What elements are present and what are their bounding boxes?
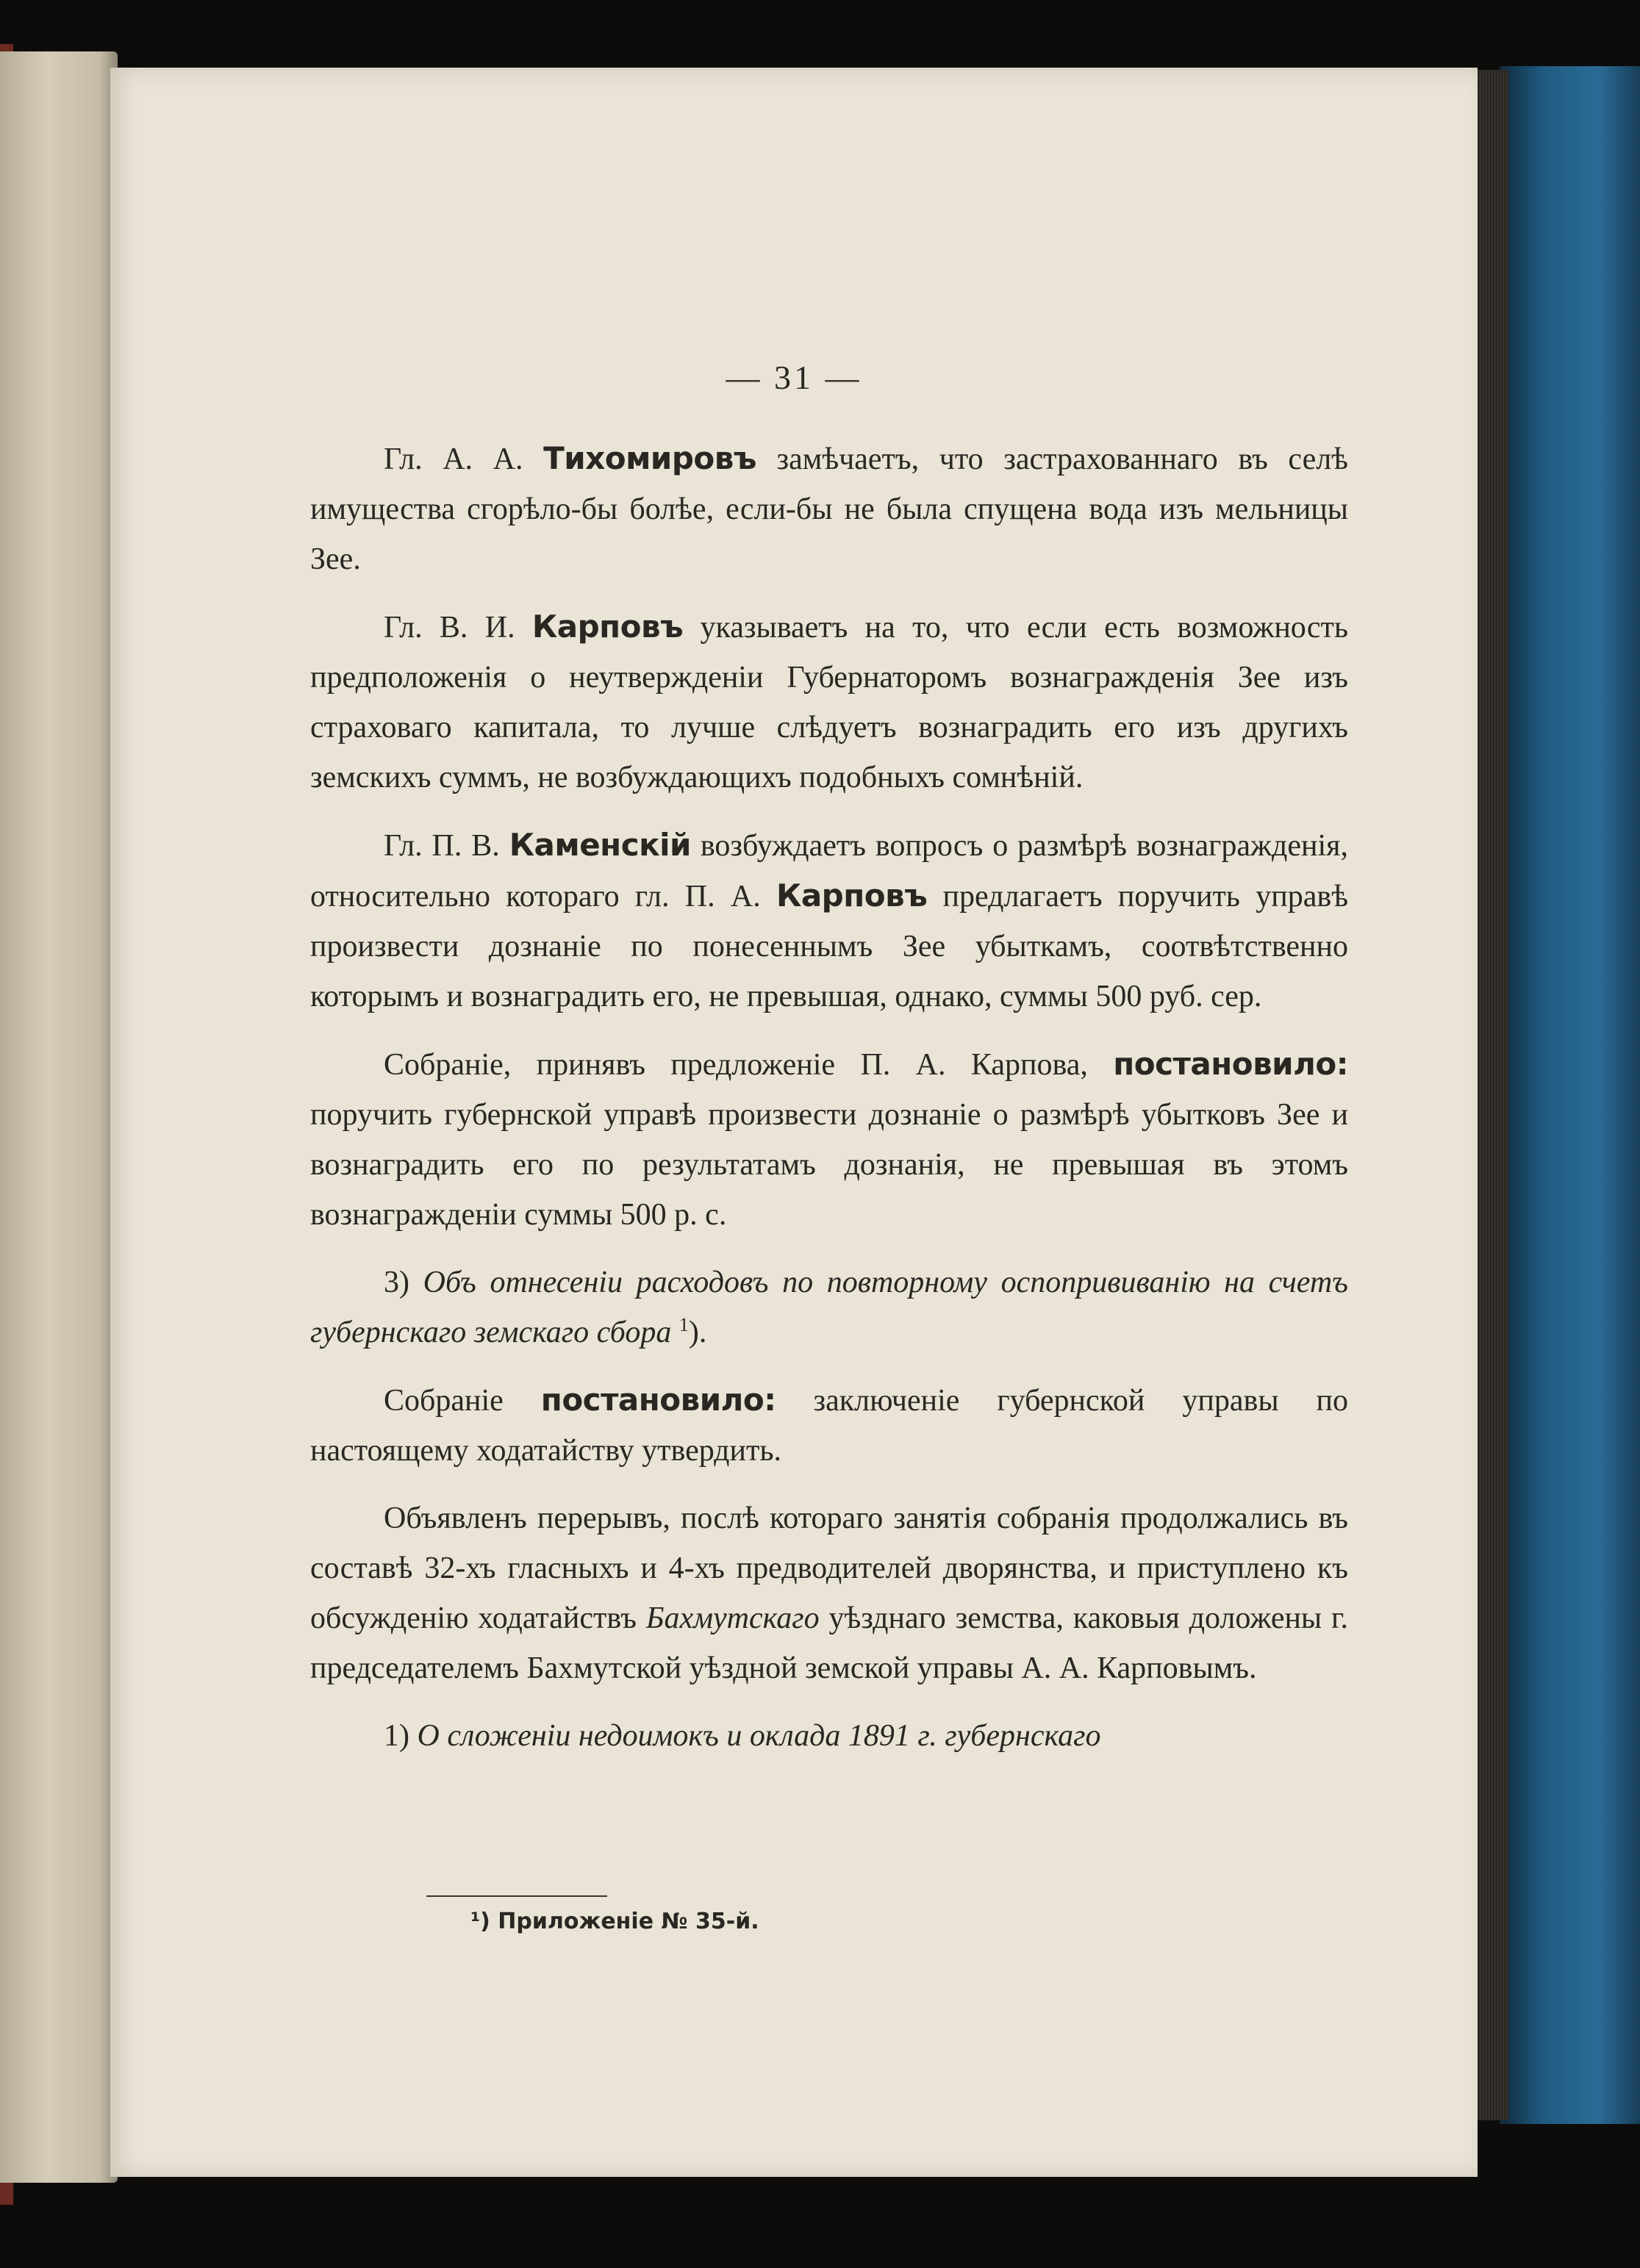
italic-run: Бахмутскаго xyxy=(645,1601,820,1635)
text-run: 3) xyxy=(384,1266,423,1299)
text-run: 1 xyxy=(678,1314,689,1335)
text-run: указываетъ на то, что если есть возможность предположенія о неутвержденіи Губернаторомъ вознагражденія Зее изъ страховаго капитала, то лучше слѣдуетъ вознаградить его изъ другихъ земскихъ суммъ, не возбуждающихъ подобныхъ сомнѣній. xyxy=(310,611,1348,794)
paragraph-gap xyxy=(310,1022,1348,1039)
text-run: ). xyxy=(688,1316,707,1349)
paragraph xyxy=(310,1257,1348,1357)
text-run xyxy=(671,1316,679,1349)
bold-run: Карповъ xyxy=(531,609,684,645)
paragraph-gap xyxy=(310,1357,1348,1375)
text-run: возбуждаетъ вопросъ о размѣрѣ вознагражденія, относительно котораго гл. П. А. xyxy=(310,829,1348,914)
paragraph xyxy=(310,1711,1348,1761)
italic-run: Объ отнесеніи расходовъ по повторному оспопрививанію на счетъ губернскаго земскаго сбора xyxy=(310,1266,1348,1349)
page-number: — 31 — xyxy=(726,359,862,396)
text-run: уѣзднаго земства, каковыя доложены г. председателемъ Бахмутской уѣздной земской управы А. А. Карповымъ. xyxy=(310,1601,1348,1685)
paragraph xyxy=(310,1493,1348,1693)
bold-run: Каменскій xyxy=(509,827,691,863)
paragraph xyxy=(310,1375,1348,1476)
text-run: поручить губернской управѣ произвести дознаніе о размѣрѣ убытковъ Зее и вознаградить его по результатамъ дознанія, не превышая въ этомъ вознагражденіи суммы 500 р. с. xyxy=(310,1098,1348,1232)
text-run: предлагаетъ поручить управѣ произвести дознаніе по понесеннымъ Зее убыткамъ, соотвѣтственно которымъ и вознаградить его, не превышая, однако, суммы 500 руб. сер. xyxy=(310,880,1348,1013)
text-run: Собраніе xyxy=(384,1384,541,1418)
paragraph-gap xyxy=(310,1476,1348,1493)
paragraph-gap xyxy=(310,803,1348,820)
paragraph xyxy=(310,434,1348,584)
bold-run: постановило: xyxy=(540,1382,776,1418)
footnote: ¹) Приложеніе № 35-й. xyxy=(470,1909,759,1934)
bold-run: Карповъ xyxy=(776,878,928,914)
text-run: Объявленъ перерывъ, послѣ котораго занятія собранія продолжались въ составѣ 32-хъ гласныхъ и 4-хъ предводителей дворянства, и приступлено къ обсужденію ходатайствъ xyxy=(310,1501,1348,1635)
book-cover xyxy=(1500,66,1640,2124)
paragraph xyxy=(310,602,1348,803)
text-run: Гл. П. В. xyxy=(384,829,509,863)
bold-run: постановило: xyxy=(1113,1046,1348,1082)
text-run: Гл. А. А. xyxy=(384,442,544,476)
left-page-edge xyxy=(0,51,118,2183)
paragraph xyxy=(310,820,1348,1022)
text-run: Гл. В. И. xyxy=(384,611,532,645)
paragraph xyxy=(310,1039,1348,1240)
text-run: заключеніе губернской управы по настоящему ходатайству утвердить. xyxy=(310,1384,1349,1468)
text-run: 1) xyxy=(384,1719,418,1753)
paragraph-gap xyxy=(310,584,1348,602)
footnote-rule xyxy=(426,1895,607,1897)
text-run: замѣчаетъ, что застрахованнаго въ селѣ имущества сгорѣло-бы болѣе, если-бы не была спущена вода изъ мельницы Зее. xyxy=(310,442,1348,576)
paragraph-gap xyxy=(310,1240,1348,1257)
body-text xyxy=(310,434,1348,1761)
book-page xyxy=(110,68,1478,2177)
paragraph-gap xyxy=(310,1693,1348,1711)
bold-run: Тихомировъ xyxy=(543,440,756,476)
italic-run: О сложеніи недоимокъ и оклада 1891 г. губернскаго xyxy=(417,1719,1101,1753)
text-run: Собраніе, принявъ предложеніе П. А. Карпова, xyxy=(384,1048,1114,1082)
